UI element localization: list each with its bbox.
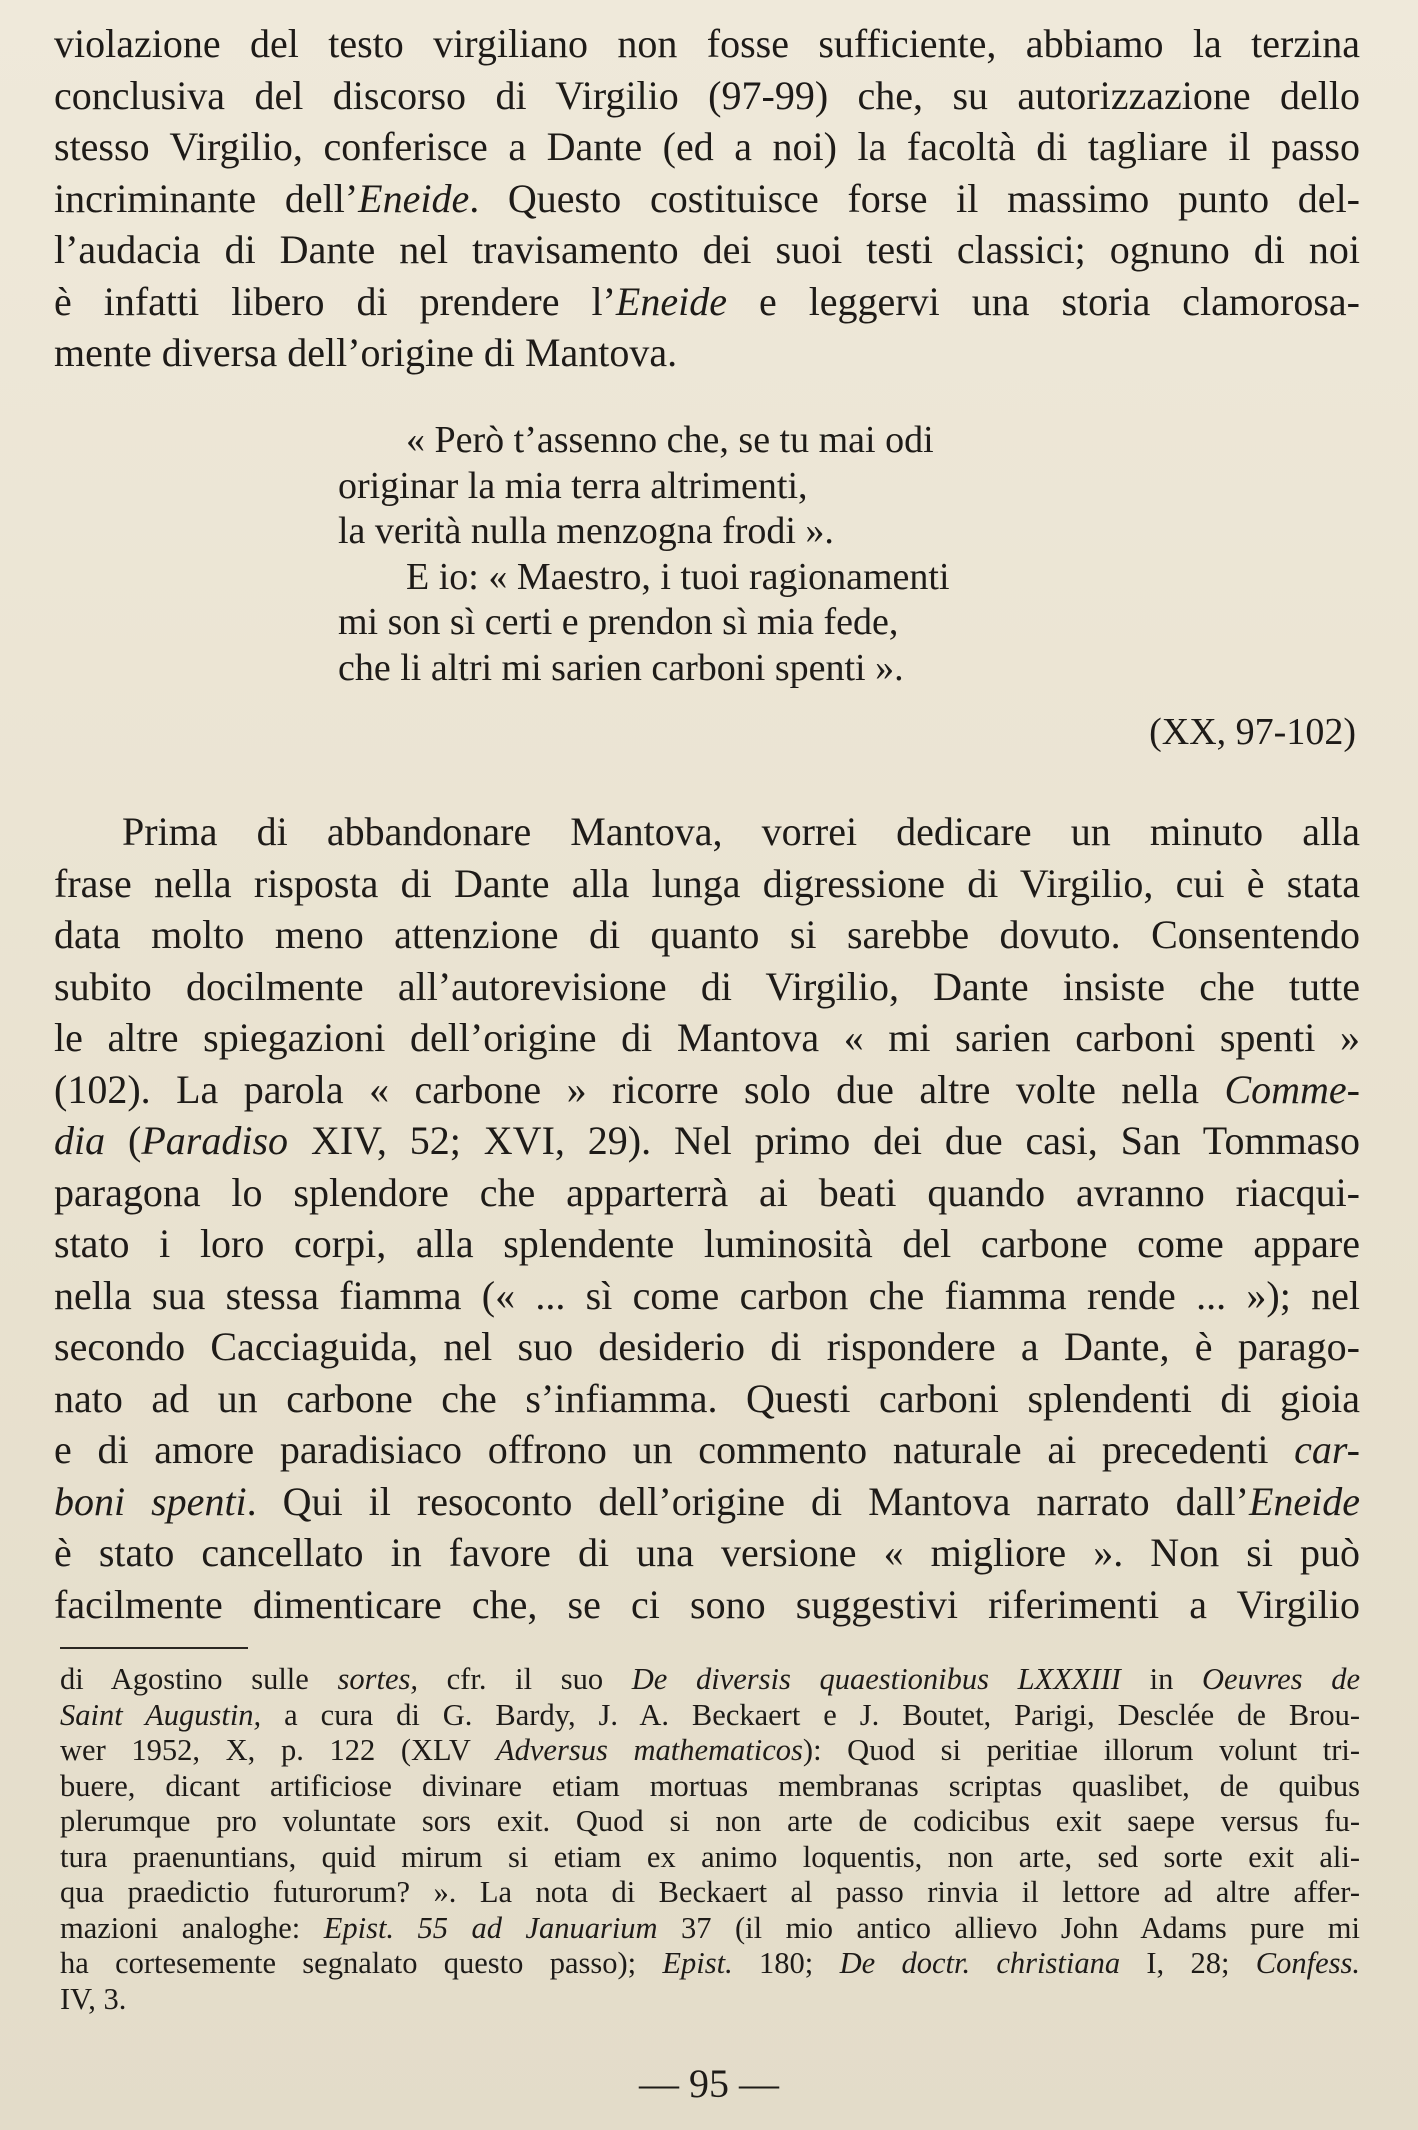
footnote-line: tura praenuntians, quid mirum si etiam ex animo loquentis, non arte, sed sorte exit ali-: [60, 1839, 1360, 1874]
text-line: e di amore paradisiaco offrono un commento naturale ai precedenti car-: [54, 1427, 1360, 1472]
verse-line: mi son sì certi e prendon sì mia fede,: [338, 601, 899, 643]
footnote-line: Saint Augustin, a cura di G. Bardy, J. A. Beckaert e J. Boutet, Parigi, Desclée de Brou-: [60, 1697, 1360, 1732]
footnote-line: IV, 3.: [60, 1981, 127, 2016]
text-line: secondo Cacciaguida, nel suo desiderio di rispondere a Dante, è parago-: [54, 1324, 1360, 1369]
italic-title: Eneide: [1248, 1478, 1360, 1524]
italic-title: Eneide: [358, 175, 470, 221]
verse-line: E io: « Maestro, i tuoi ragionamenti: [406, 555, 950, 598]
text-line: subito docilmente all’autorevisione di Virgilio, Dante insiste che tutte: [54, 963, 1360, 1009]
text-line: conclusiva del discorso di Virgilio (97-99) che, su autorizzazione dello: [54, 72, 1360, 118]
text-line: le altre spiegazioni dell’origine di Mantova « mi sarien carboni spenti »: [54, 1015, 1360, 1060]
verse-line: originar la mia terra altrimenti,: [338, 464, 808, 507]
text-line: violazione del testo virgiliano non fosse sufficiente, abbiamo la terzina: [54, 21, 1360, 66]
text-line: Prima di abbandonare Mantova, vorrei dedicare un minuto alla: [122, 809, 1360, 854]
footnote-line: di Agostino sulle sortes, cfr. il suo De diversis quaestionibus LXXXIII in Oeuvres de: [60, 1662, 1360, 1696]
verse-reference: (XX, 97-102): [1149, 711, 1356, 753]
footnote-divider: [60, 1647, 248, 1649]
text-line: incriminante dell’Eneide. Questo costituisce forse il massimo punto del-: [54, 175, 1360, 221]
footnote: [60, 1662, 1360, 2017]
italic-title: boni spenti: [54, 1478, 247, 1524]
text-line: facilmente dimenticare che, se ci sono suggestivi riferimenti a Virgilio: [54, 1581, 1360, 1627]
footnote-line: qua praedictio futurorum? ». La nota di Beckaert al passo rinvia il lettore ad altre affer-: [60, 1875, 1360, 1909]
verse-line: la verità nulla menzogna frodi ».: [338, 510, 834, 552]
text-line: nella sua stessa fiamma (« ... sì come carbon che fiamma rende ... »); nel: [54, 1272, 1360, 1318]
italic-title: Eneide: [615, 278, 727, 324]
text-line: (102). La parola « carbone » ricorre solo due altre volte nella Comme-: [54, 1066, 1360, 1112]
text-line: stato i loro corpi, alla splendente luminosità del carbone come appare: [54, 1221, 1360, 1266]
italic-title: dia: [54, 1118, 106, 1163]
paragraph-main: [54, 806, 1360, 1630]
italic-title: Comme-: [1224, 1066, 1360, 1112]
text-line: stesso Virgilio, conferisce a Dante (ed a noi) la facoltà di tagliare il passo: [54, 124, 1360, 169]
text-line: è infatti libero di prendere l’Eneide e leggervi una storia clamorosa-: [54, 278, 1360, 324]
text-line: mente diversa dell’origine di Mantova.: [54, 330, 678, 375]
italic-title: car-: [1294, 1427, 1360, 1472]
text-line: boni spenti. Qui il resoconto dell’origine di Mantova narrato dall’Eneide: [54, 1478, 1360, 1524]
text-line: dia (Paradiso XIV, 52; XVI, 29). Nel primo dei due casi, San Tommaso: [54, 1118, 1360, 1163]
footnote-line: buere, dicant artificiose divinare etiam mortuas membranas scriptas quaslibet, de quibus: [60, 1768, 1360, 1803]
text-line: data molto meno attenzione di quanto si sarebbe dovuto. Consentendo: [54, 912, 1360, 957]
text-line: paragona lo splendore che apparterrà ai beati quando avranno riacqui-: [54, 1169, 1360, 1215]
footnote-line: ha cortesemente segnalato questo passo); Epist. 180; De doctr. christiana I, 28; Confess.: [60, 1946, 1360, 1980]
paragraph-top: [54, 18, 1360, 379]
page-number: — 95 —: [639, 2061, 779, 2106]
verse-line: « Però t’assenno che, se tu mai odi: [406, 419, 934, 461]
text-line: l’audacia di Dante nel travisamento dei suoi testi classici; ognuno di noi: [54, 227, 1360, 272]
text-line: frase nella risposta di Dante alla lunga digressione di Virgilio, cui è stata: [54, 860, 1360, 906]
text-line: nato ad un carbone che s’infiamma. Questi carboni splendenti di gioia: [54, 1375, 1360, 1421]
italic-title: Paradiso: [141, 1118, 289, 1163]
footnote-line: wer 1952, X, p. 122 (XLV Adversus mathematicos): Quod si peritiae illorum volunt tri-: [60, 1733, 1361, 1767]
footnote-line: plerumque pro voluntate sors exit. Quod si non arte de codicibus exit saepe versus fu-: [60, 1804, 1360, 1838]
verse-quotation: [338, 418, 1098, 691]
footnote-line: mazioni analoghe: Epist. 55 ad Januarium 37 (il mio antico allievo John Adams pure mi: [60, 1910, 1361, 1945]
text-line: è stato cancellato in favore di una versione « migliore ». Non si può: [54, 1530, 1360, 1575]
verse-line: che li altri mi sarien carboni spenti ».: [338, 646, 904, 689]
